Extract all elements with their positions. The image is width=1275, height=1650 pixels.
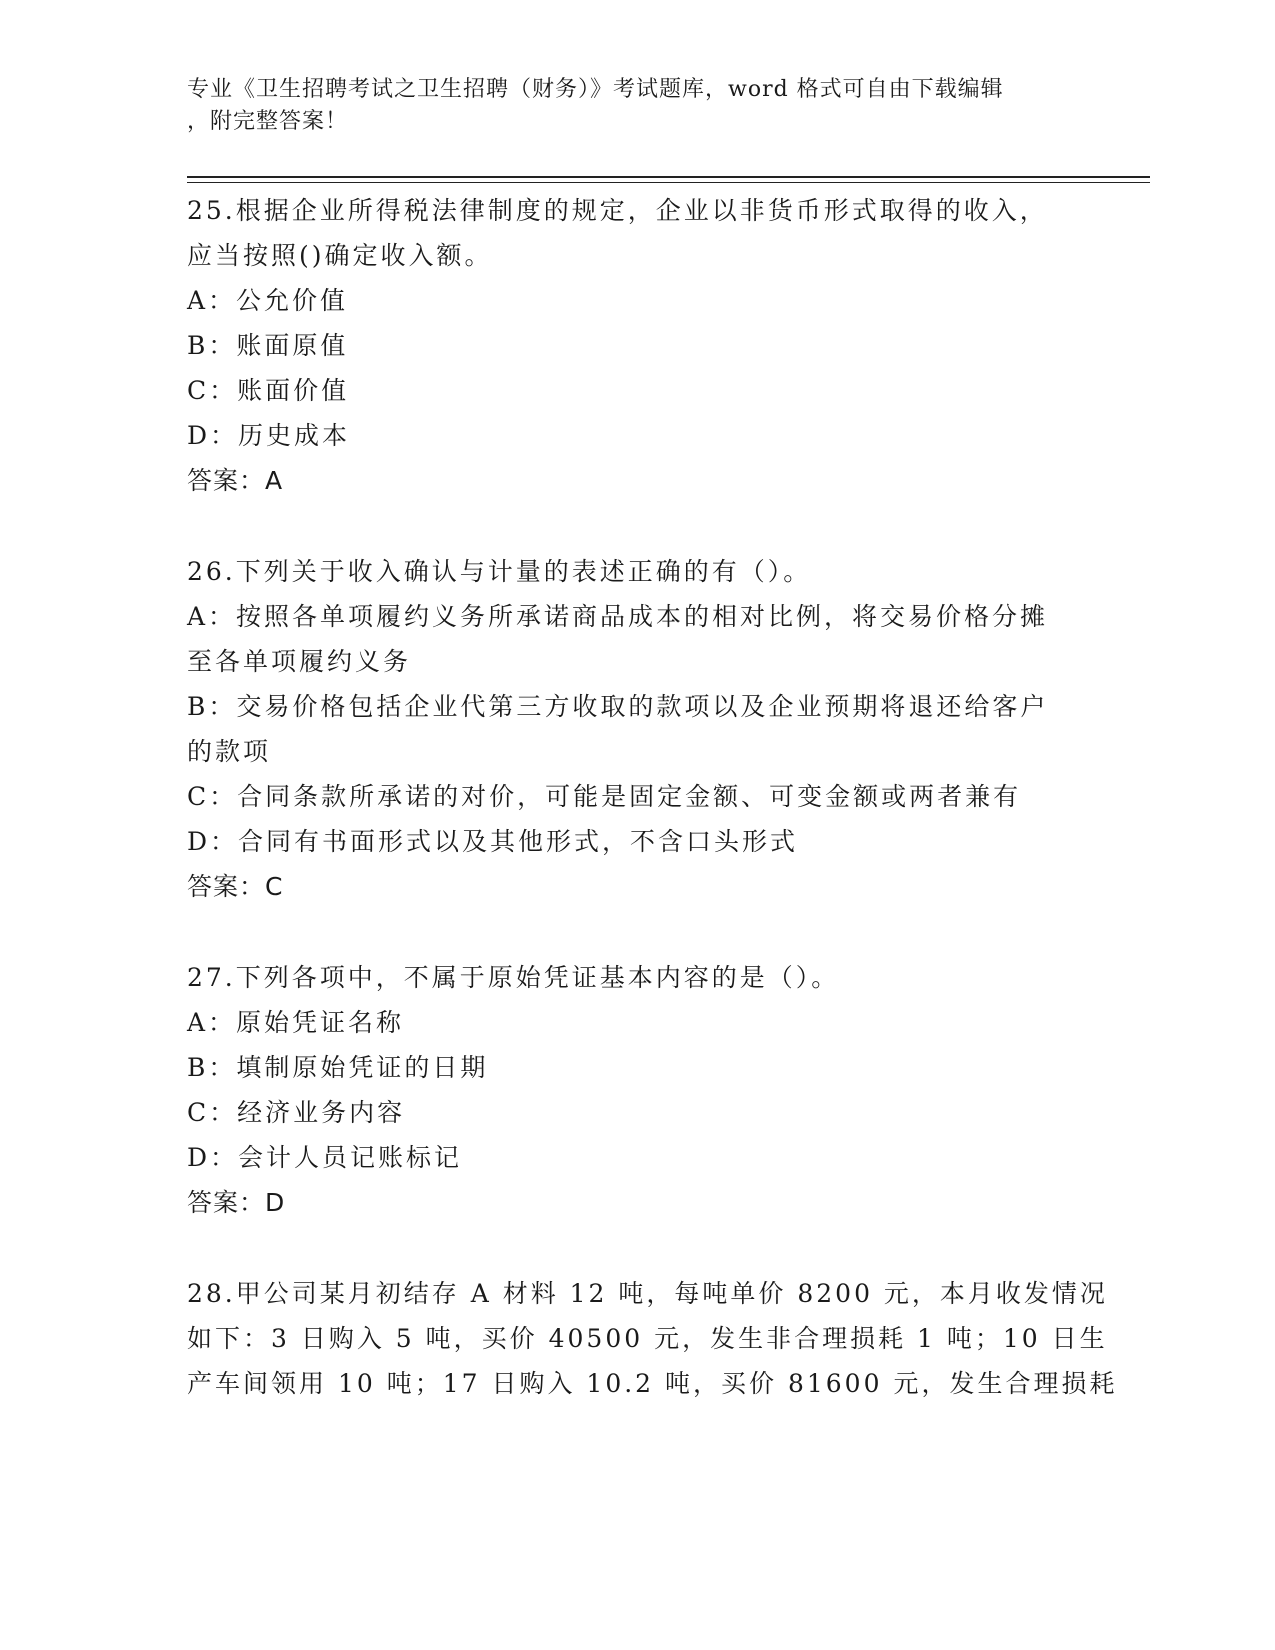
answer: 答案：A bbox=[187, 466, 284, 495]
option-d: D：会计人员记账标记 bbox=[187, 1143, 463, 1172]
question-25 bbox=[187, 188, 1087, 503]
question-stem: 产车间领用 10 吨；17 日购入 10.2 吨，买价 81600 元，发生合理损耗 bbox=[187, 1369, 1118, 1398]
document-header bbox=[187, 74, 1067, 138]
option-a-continued: 至各单项履约义务 bbox=[187, 647, 412, 676]
question-27 bbox=[187, 955, 1087, 1225]
header-divider-thick bbox=[187, 176, 1150, 178]
option-d: D：历史成本 bbox=[187, 421, 351, 450]
question-list bbox=[187, 188, 1118, 1406]
question-stem: 如下：3 日购入 5 吨，买价 40500 元，发生非合理损耗 1 吨；10 日生 bbox=[187, 1324, 1108, 1353]
question-stem: 25.根据企业所得税法律制度的规定，企业以非货币形式取得的收入， bbox=[187, 196, 1048, 225]
question-stem: 28.甲公司某月初结存 A 材料 12 吨，每吨单价 8200 元，本月收发情况 bbox=[187, 1279, 1108, 1308]
question-28 bbox=[187, 1271, 1118, 1406]
option-a: A：原始凭证名称 bbox=[187, 1008, 405, 1037]
option-b: B：交易价格包括企业代第三方收取的款项以及企业预期将退还给客户 bbox=[187, 692, 1049, 721]
question-stem: 26.下列关于收入确认与计量的表述正确的有（）。 bbox=[187, 557, 812, 586]
question-26 bbox=[187, 549, 1087, 909]
header-line-1: 专业《卫生招聘考试之卫生招聘（财务）》考试题库，word 格式可自由下载编辑 bbox=[187, 77, 1004, 102]
option-c: C：合同条款所承诺的对价，可能是固定金额、可变金额或两者兼有 bbox=[187, 782, 1022, 811]
answer: 答案：D bbox=[187, 1188, 286, 1217]
option-a: A：按照各单项履约义务所承诺商品成本的相对比例，将交易价格分摊 bbox=[187, 602, 1049, 631]
question-stem: 应当按照()确定收入额。 bbox=[187, 241, 493, 270]
option-d: D：合同有书面形式以及其他形式，不含口头形式 bbox=[187, 827, 799, 856]
option-c: C：经济业务内容 bbox=[187, 1098, 406, 1127]
option-b: B：填制原始凭证的日期 bbox=[187, 1053, 489, 1082]
header-line-2: ，附完整答案！ bbox=[187, 109, 349, 134]
option-b: B：账面原值 bbox=[187, 331, 349, 360]
header-divider-thin bbox=[187, 182, 1150, 183]
answer: 答案：C bbox=[187, 872, 284, 901]
question-stem: 27.下列各项中，不属于原始凭证基本内容的是（）。 bbox=[187, 963, 840, 992]
option-b-continued: 的款项 bbox=[187, 737, 272, 766]
option-a: A：公允价值 bbox=[187, 286, 349, 315]
option-c: C：账面价值 bbox=[187, 376, 350, 405]
